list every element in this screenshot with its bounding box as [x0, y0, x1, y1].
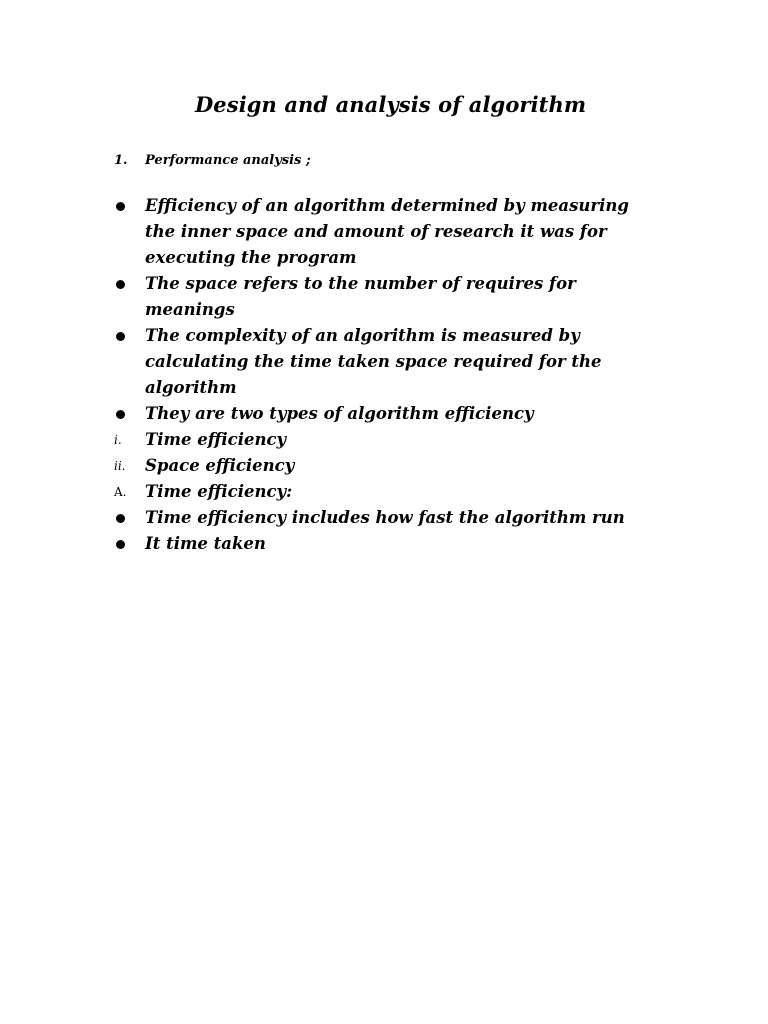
list-item-text: The space refers to the number of requires for meanings: [145, 274, 576, 319]
list-item-text: It time taken: [145, 534, 266, 553]
list-marker-roman: ii.: [114, 459, 126, 473]
list-item-text: The complexity of an algorithm is measured by calculating the time taken space required for the algorithm: [145, 326, 602, 397]
list-item: [114, 193, 644, 271]
list-item-text: Space efficiency: [145, 456, 295, 475]
notes-list: [114, 193, 644, 557]
list-marker-roman: i.: [114, 433, 122, 447]
section-label: Performance analysis ;: [145, 153, 311, 168]
list-item: [114, 505, 644, 531]
list-item: [114, 271, 644, 323]
section-number: 1.: [114, 153, 128, 168]
list-item-text: Efficiency of an algorithm determined by measuring the inner space and amount of research it was for executing the program: [145, 196, 629, 267]
list-item-text: Time efficiency: [145, 430, 287, 449]
list-item-text: Time efficiency:: [145, 482, 293, 501]
list-item-text: They are two types of algorithm efficiency: [145, 404, 534, 423]
section-heading: [114, 153, 311, 168]
list-item: [114, 531, 644, 557]
list-item: [114, 401, 644, 427]
list-item: [114, 323, 644, 401]
list-item: [114, 479, 644, 505]
list-item: [114, 453, 644, 479]
list-item: [114, 427, 644, 453]
document-title: Design and analysis of algorithm: [195, 92, 587, 117]
list-marker-alpha: A.: [114, 485, 127, 499]
list-item-text: Time efficiency includes how fast the algorithm run: [145, 508, 625, 527]
